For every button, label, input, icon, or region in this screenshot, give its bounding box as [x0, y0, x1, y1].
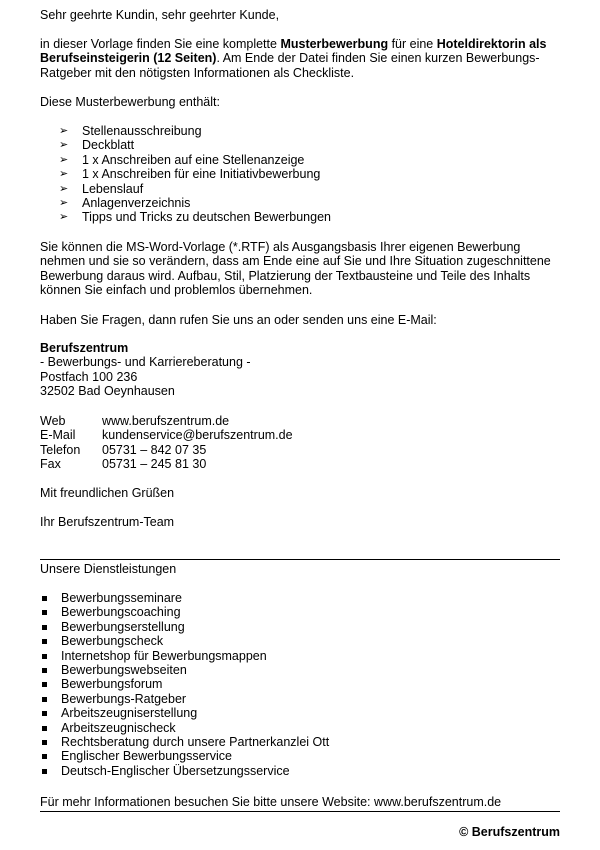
- usage-paragraph: Sie können die MS-Word-Vorlage (*.RTF) als Ausgangsbasis Ihrer eigenen Bewerbung nehmen und sie so verändern, dass am Ende eine auf Sie und Ihre Situation zugeschnittene Bewerbung daraus wird. Aufbau, Stil, Platzierung der Textbausteine und Teile des Inhalts können Sie einfach und problemlos übernehmen.: [40, 240, 551, 298]
- contact-table: [40, 414, 560, 472]
- intro-text-1: in dieser Vorlage finden Sie eine komplette: [40, 37, 281, 51]
- square-bullet-icon: [42, 726, 47, 731]
- list-item: ➢ Anlagenverzeichnis: [59, 196, 191, 211]
- divider: [40, 559, 560, 560]
- services-heading: Unsere Dienstleistungen: [40, 562, 177, 576]
- divider: [40, 811, 560, 812]
- list-item: Englischer Bewerbungsservice: [40, 749, 560, 763]
- square-bullet-icon: [42, 711, 47, 716]
- arrow-bullet-icon: ➢: [59, 139, 69, 152]
- square-bullet-icon: [42, 654, 47, 659]
- list-item: Bewerbungsforum: [40, 677, 560, 691]
- square-bullet-icon: [42, 769, 47, 774]
- signature: Ihr Berufszentrum-Team: [40, 515, 175, 529]
- fax-number: 05731 – 245 81 30: [102, 457, 207, 472]
- square-bullet-icon: [42, 682, 47, 687]
- contact-row-fax: [40, 457, 560, 471]
- contact-row-phone: [40, 443, 560, 457]
- salutation: Sehr geehrte Kundin, sehr geehrter Kunde,: [40, 8, 280, 22]
- list-item: Bewerbungsseminare: [40, 591, 560, 605]
- address-block: [40, 341, 560, 399]
- questions-paragraph: Haben Sie Fragen, dann rufen Sie uns an oder senden uns eine E-Mail:: [40, 313, 437, 327]
- contact-label: Web: [40, 414, 66, 428]
- square-bullet-icon: [42, 639, 47, 644]
- list-item: Arbeitszeugnischeck: [40, 721, 560, 735]
- contact-label: E-Mail: [40, 428, 76, 443]
- arrow-bullet-icon: ➢: [59, 153, 69, 166]
- website-note: Für mehr Informationen besuchen Sie bitte unsere Website: www.berufszentrum.de: [40, 795, 502, 809]
- arrow-bullet-icon: ➢: [59, 197, 69, 210]
- list-item: Bewerbungswebseiten: [40, 663, 560, 677]
- arrow-bullet-icon: ➢: [59, 182, 69, 195]
- square-bullet-icon: [42, 610, 47, 615]
- contents-list: [40, 124, 560, 225]
- list-item: Bewerbungscheck: [40, 634, 560, 648]
- contact-label: Fax: [40, 457, 61, 472]
- list-item: Rechtsberatung durch unsere Partnerkanzlei Ott: [40, 735, 560, 749]
- list-item: ➢ Stellenausschreibung: [59, 124, 202, 138]
- services-list: [40, 591, 560, 778]
- phone-number: 05731 – 842 07 35: [102, 442, 207, 457]
- square-bullet-icon: [42, 625, 47, 630]
- company-tagline: - Bewerbungs- und Karriereberatung -: [40, 355, 251, 370]
- list-item: Deutsch-Englischer Übersetzungsservice: [40, 764, 560, 778]
- contents-heading: Diese Musterbewerbung enthält:: [40, 95, 220, 109]
- square-bullet-icon: [42, 754, 47, 759]
- contact-row-email: [40, 428, 560, 442]
- square-bullet-icon: [42, 596, 47, 601]
- arrow-bullet-icon: ➢: [59, 211, 69, 224]
- po-box: Postfach 100 236: [40, 369, 138, 384]
- list-item: Bewerbungs-Ratgeber: [40, 692, 560, 706]
- list-item: ➢ Lebenslauf: [59, 181, 144, 196]
- list-item: ➢ 1 x Anschreiben für eine Initiativbewerbung: [59, 167, 321, 182]
- intro-text-2: für eine: [388, 37, 437, 51]
- square-bullet-icon: [42, 668, 47, 673]
- square-bullet-icon: [42, 697, 47, 702]
- list-item: ➢ Tipps und Tricks zu deutschen Bewerbungen: [59, 210, 331, 225]
- intro-bold-product: Musterbewerbung: [280, 37, 389, 51]
- list-item: Bewerbungscoaching: [40, 605, 560, 619]
- square-bullet-icon: [42, 740, 47, 745]
- intro-bold-position: Hoteldirektorin als Berufseinsteigerin (12 Seiten): [40, 37, 547, 66]
- intro-text-3: . Am Ende der Datei finden Sie einen kurzen Bewerbungs-Ratgeber mit den nötigsten Informationen als Checkliste.: [40, 51, 540, 80]
- company-name: Berufszentrum: [40, 341, 129, 355]
- city: 32502 Bad Oeynhausen: [40, 384, 175, 399]
- list-item: ➢ Deckblatt: [59, 138, 135, 153]
- list-item: Internetshop für Bewerbungsmappen: [40, 649, 560, 663]
- web-link[interactable]: www.berufszentrum.de: [102, 414, 230, 428]
- arrow-bullet-icon: ➢: [59, 168, 69, 181]
- list-item: Arbeitszeugniserstellung: [40, 706, 560, 720]
- list-item: Bewerbungserstellung: [40, 620, 560, 634]
- contact-row-web: [40, 414, 560, 428]
- contact-label: Telefon: [40, 442, 81, 457]
- email-link[interactable]: kundenservice@berufszentrum.de: [102, 428, 293, 443]
- copyright: © Berufszentrum: [459, 825, 560, 839]
- intro-paragraph: [40, 37, 560, 80]
- closing-greeting: Mit freundlichen Grüßen: [40, 486, 175, 500]
- arrow-bullet-icon: ➢: [59, 125, 69, 137]
- list-item: ➢ 1 x Anschreiben auf eine Stellenanzeige: [59, 152, 305, 167]
